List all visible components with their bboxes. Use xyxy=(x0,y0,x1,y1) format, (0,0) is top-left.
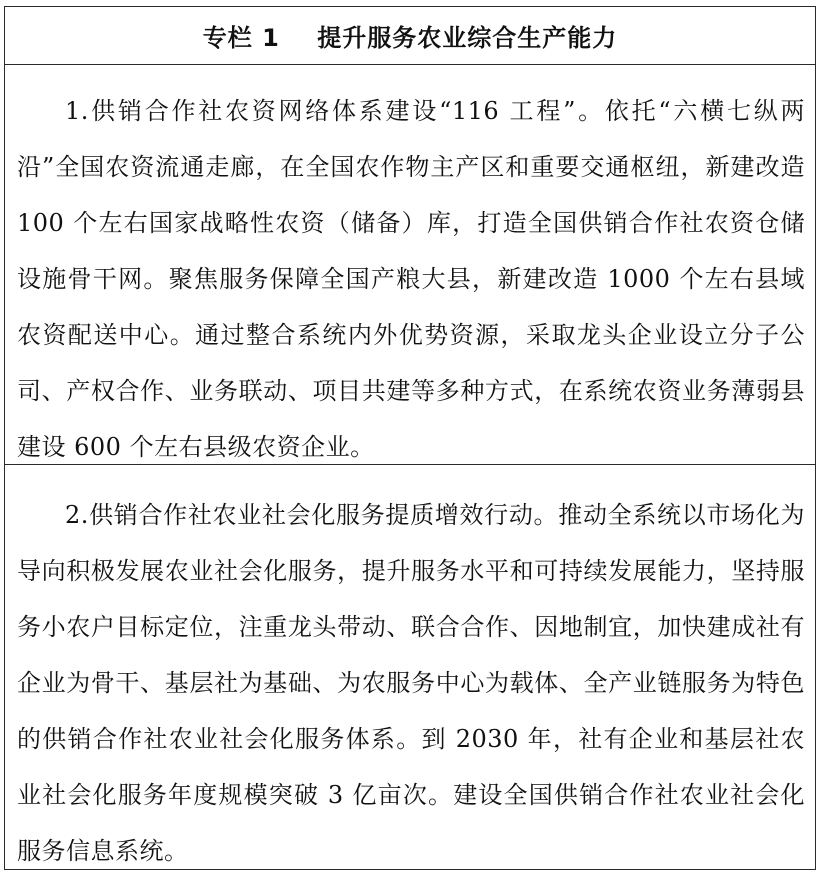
section-1 xyxy=(5,65,815,465)
column-title-row xyxy=(5,7,815,65)
section-2-text: 2.供销合作社农业社会化服务提质增效行动。推动全系统以市场化为导向积极发展农业社会化服务，提升服务水平和可持续发展能力，坚持服务小农户目标定位，注重龙头带动、联合合作、因地制宜，加快建成社有企业为骨干、基层社为基础、为农服务中心为载体、全产业链服务为特色的供销合作社农业社会化服务体系。到 2030 年，社有企业和基层社农业社会化服务年度规模突破 3 亿亩次。建设全国供销合作社农业社会化服务信息系统。 xyxy=(17,501,805,865)
column-title: 专栏 1 提升服务农业综合生产能力 xyxy=(202,24,618,52)
column-box xyxy=(4,6,816,870)
section-2 xyxy=(5,465,815,879)
section-1-text: 1.供销合作社农资网络体系建设“116 工程”。依托“六横七纵两沿”全国农资流通走廊，在全国农作物主产区和重要交通枢纽，新建改造 100 个左右国家战略性农资（储备）库，打造全国供销合作社农资仓储设施骨干网。聚焦服务保障全国产粮大县，新建改造 1000 个左右县域农资配送中心。通过整合系统内外优势资源，采取龙头企业设立分子公司、产权合作、业务联动、项目共建等多种方式，在系统农资业务薄弱县建设 600 个左右县级农资企业。 xyxy=(17,97,805,461)
